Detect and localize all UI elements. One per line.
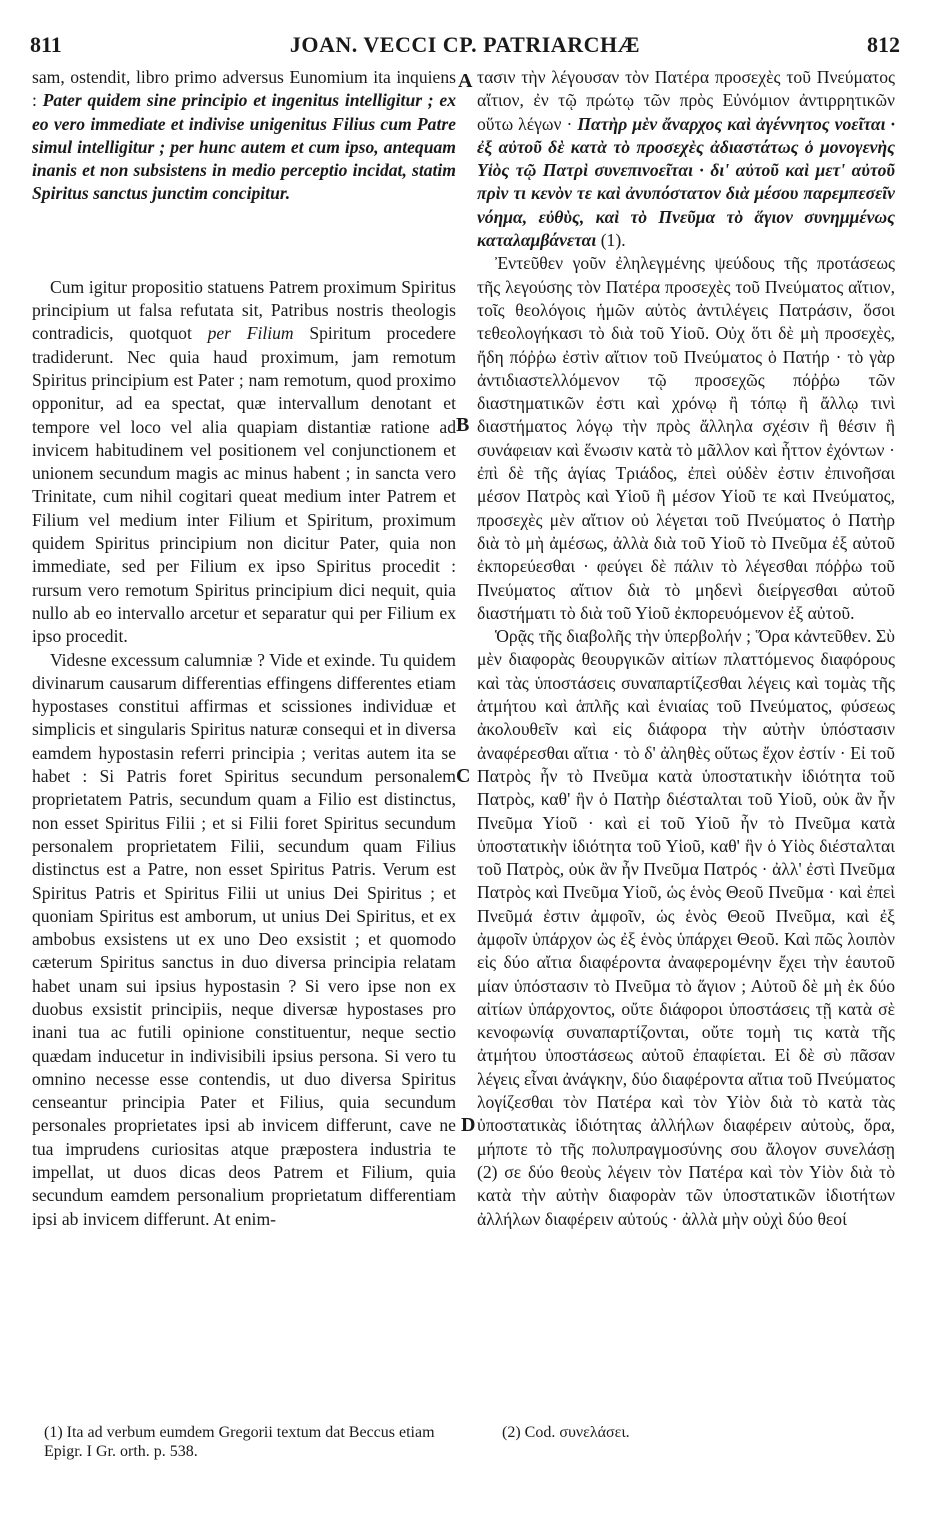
greek-p1-text: τασιν τὴν λέγουσαν τὸν Πατέρα προσεχὲς τοῦ Πνεύματος αἴτιον, ἐν τῷ πρώτῳ τῶν πρὸς Εὐνόμιον ἀντιρρητικῶν οὕτω λέγων · <box>477 67 895 134</box>
page-number-left: 811 <box>30 32 62 57</box>
latin-p1-quote: Pater quidem sine principio et ingenitus intelligitur ; ex eo vero immediate et indivise unigenitus Filius cum Patre simul intelligitur ; per hunc autem et cum ipso, antequam inanis et non subsistens in medio perceptio incidat, statim Spiritus sanctus junctim concipitur. <box>32 90 456 204</box>
margin-letter-a: A <box>458 70 473 92</box>
latin-paragraph-2 <box>32 276 456 649</box>
greek-p1-quote: Πατὴρ μὲν ἄναρχος καὶ ἀγέννητος νοεῖται · ἐξ αὐτοῦ δὲ κατὰ τὸ προσεχὲς ἀδιαστάτως ὁ μονογενὴς Υἱὸς τῷ Πατρὶ συνεπινοεῖται · δι' αὐτοῦ καὶ μετ' αὐτοῦ πρὶν τι κενὸν τε καὶ ἀνυπόστατον διὰ μέσου παρεμπεσεῖν νόημα, εὐθὺς, καὶ τὸ Πνεῦμα τὸ ἅγιον συνημμένως καταλαμβάνεται <box>477 113 895 251</box>
running-title: JOAN. VECCI CP. PATRIARCHÆ <box>289 32 641 57</box>
latin-p2-text-b: Spiritum procedere tradiderunt. Nec quia haud proximum, jam remotum Spiritus principium est Pater ; nam remotum, quod proximo opponitur, ad ea spectat, quæ intervallum denotant et tempore vel loco vel alia quapiam distantiæ ratione ad invicem habitudinem vel positionem vel conjunctionem et unionem secundum magis ac minus habent ; in sancta vero Trinitate, cum nihil cogitari queat medium inter Patrem et Filium vel medium inter Filium et Spiritum, proximum quidem Spiritus principium non dicitur Pater, quia non immediate, sed per Filium ex ipso Spiritus procedit : rursum vero remotum Spiritus principium dici nequit, quia nullo ab eo intervallo arcetur et separatur qui per Filium ex ipso procedit. <box>32 323 456 647</box>
greek-paragraph-3: Ὁρᾷς τῆς διαβολῆς τὴν ὑπερβολήν ; Ὅρα κἀντεῦθεν. Σὺ μὲν διαφορὰς θεουργικῶν αἰτίων πλαττόμενος διαφόρους καὶ τὰς ὑποστάσεις συναπαρτίζεσθαι λέγεις καὶ τομὰς τῆς ἀτμήτου καὶ ἁπλῆς καὶ ἑνιαίας τοῦ Πνεύματος, φύσεως ἀκολουθεῖν καὶ εἰς διάφορα τὴν αὐτὴν ὑπόστασιν ἀναφέρεσθαι αἴτια · τὸ δ' ἀληθὲς οὕτως ἔχον ἐστίν · Εἰ τοῦ Πατρὸς ἦν τὸ Πνεῦμα κατὰ ὑποστατικὴν ἰδιότητα τοῦ Πατρὸς, καθ' ἣν ὁ Πατὴρ διέσταλται τοῦ Υἱοῦ, οὐκ ἂν ἦν Πνεῦμα Υἱοῦ · καὶ εἰ τοῦ Υἱοῦ ἦν τὸ Πνεῦμα κατὰ ὑποστατικὴν ἰδιότητα τοῦ Υἱοῦ, καθ' ἣν ὁ Υἱὸς διέσταλται τοῦ Πατρὸς, οὐκ ἂν ἦν Πνεῦμα Πατρός · ἀλλ' ἐστὶ Πνεῦμα Πατρὸς καὶ Πνεῦμα Υἱοῦ, ὡς ἑνὸς Θεοῦ Πνεῦμα · καὶ ἐπεὶ Πνεῦμά ἐστιν ἀμφοῖν, ὡς ἑνὸς Θεοῦ Πνεῦμα, καὶ ἐξ ἀμφοῖν ὑπάρχον ὡς ἐξ ἑνὸς ὑπάρχει Θεοῦ. Καὶ πῶς λοιπὸν εἰς δύο αἴτια διαφέροντα ἀναφερομένην ἔχει τὴν ἑαυτοῦ μίαν ὑπόστασιν τὸ Πνεῦμα τὸ ἅγιον ; Αὐτοῦ δὲ μὴ ἐκ δύο αἰτίων ὑπάρχοντος, οὔτε διάφοροι ὑποστάσεις τῇ κατὰ σὲ κενοφωνίᾳ συναπαρτίζονται, οὔτε τομὴ τις κατὰ τῆς ἀτμήτου ὑποστάσεως αὐτοῦ ἐπαφίεται. Εἰ δὲ σὺ πᾶσαν λέγεις εἶναι ἀνάγκην, δύο διαφέροντα αἴτια τοῦ Πνεύματος λογίζεσθαι τὸν Πατέρα καὶ τὸν Υἱὸν διὰ τὸ κατὰ τὰς ὑποστατικὰς ἰδιότητας ἀλλήλων διαφέρειν αὐτοὺς, ὅρα, μήποτε τὸ τῆς πολυπραγμοσύνης σου ἄλογον συνελάσῃ (2) σε δύο θεοὺς λέγειν τὸν Πατέρα καὶ τὸν Υἱὸν διὰ τὸ κατὰ τὴν αὐτὴν διαφορὰν τῶν ὑποστατικῶν ἰδιοτήτων ἀλλήλων διαφέρειν αὐτούς · ἀλλὰ μὴν οὐχὶ δύο θεοί <box>477 626 895 1229</box>
greek-column <box>477 66 895 1401</box>
latin-p2-italic: per Filium <box>207 323 294 344</box>
latin-paragraph-1 <box>32 66 456 206</box>
latin-p2-text-a: Cum igitur propositio statuens Patrem proximum Spiritus principium ut falsa refutata sit, Patribus nostris theologis contradicis, quotquot <box>32 276 456 344</box>
footnote-right: (2) Cod. συνελάσει. <box>502 1424 630 1441</box>
margin-letter-d: D <box>461 1114 476 1136</box>
margin-letter-c: C <box>456 765 471 787</box>
latin-p1-text: sam, ostendit, libro primo adversus Eunomium ita inquiens : <box>32 67 456 111</box>
running-header <box>30 32 900 66</box>
margin-letter-b: B <box>456 414 470 436</box>
latin-column <box>32 66 456 1401</box>
page-number-right: 812 <box>867 32 900 57</box>
footnote-left: (1) Ita ad verbum eumdem Gregorii textum dat Beccus etiam Epigr. I Gr. orth. p. 538. <box>44 1424 435 1460</box>
latin-paragraph-3: Videsne excessum calumniæ ? Vide et exinde. Tu quidem divinarum causarum differentias effingens differentes etiam hypostases constitui affirmas et scissiones individuæ et simplicis et singularis Spiritus naturæ consequi et in diversa eamdem hypostasin referri principia ; veritas autem ita se habet : Si Patris foret Spiritus secundum personalem proprietatem Patris, secundum quam a Filio est distinctus, non esset Spiritus Filii ; et si Filii foret Spiritus secundum personalem proprietatem Filii, secundum quam Filius distinctus est a Patre, non esset Spiritus Patris. Verum est Spiritus Patris et Spiritus Filii ut unius Dei Spiritus ; et quoniam Spiritus est amborum, ut unius Dei Spiritus, et ex ambobus exsistens ut ex uno Deo exsistit ; et quomodo cæterum Spiritus sanctus in duo diversa principia relatam habet unam sui ipsius hypostasin ? Si vero ipse non ex duobus exsistit principiis, neque diversæ hypostases pro inani tua ac futili opinione constituentur, neque sectio quædam inducetur in indivisibili ipsius persona. Si vero tu omnino necesse esse contendis, ut duo diversa Spiritus censeantur principia Pater et Filius, quia secundum personales proprietates ipsi ab invicem differunt, cave ne tua imprudens curiositas atque præpostera industria te impellat, ut duos dicas deos Patrem et Filium, quia secundum eamdem personalium proprietatum differentiam ipsi ab invicem differunt. At enim- <box>32 649 456 1229</box>
greek-p1-note-ref: (1). <box>596 230 626 251</box>
greek-paragraph-2: Ἐντεῦθεν γοῦν ἐληλεγμένης ψεύδους τῆς προτάσεως τῆς λεγούσης τὸν Πατέρα προσεχὲς τοῦ Πνεύματος αἴτιον, τοῖς θεολόγοις ἡμῶν αὐτὸς ἀντιλέγεις Πατράσιν, ὅσοι τεθεολογήκασι τὸ διὰ τοῦ Υἱοῦ. Οὐχ ὅτι δὲ μὴ προσεχὲς, ἤδη πόῤῥω ἐστὶν αἴτιον τοῦ Πνεύματος ὁ Πατήρ · τὸ γὰρ ἀντιδιαστελλόμενον τῷ προσεχῶς πόῤῥω τῶν διαστηματικῶν ἐστι καὶ χρόνῳ ἢ τόπῳ ἢ ἄλλῳ τινὶ διαστήματος λόγῳ τὴν πρὸς ἄλληλα σχέσιν ἢ θέσιν ἢ συνάφειαν καὶ ἕνωσιν κατὰ τὸ μᾶλλον καὶ ἧττον ἐχόντων · ἐπὶ δὲ τῆς ἁγίας Τριάδος, ἐπεὶ οὐδὲν ἐστιν ἐπινοῆσαι μέσον Πατρὸς καὶ Υἱοῦ ἢ μέσον Υἱοῦ τε καὶ Πνεύματος, προσεχὲς μὲν αἴτιον οὐ λέγεται τοῦ Πνεύματος ὁ Πατὴρ διὰ τὸ μὴ ἀμέσως, ἀλλὰ διὰ τοῦ Υἱοῦ τὸ Πνεῦμα ἐξ αὐτοῦ ἐκπορεύεσθαι · φεύγει δὲ πάλιν τὸ λέγεσθαι πόῤῥω τοῦ Πνεύματος αἴτιον διὰ τὸ μηδενὶ διείργεσθαι αὐτοῦ διαστήματι τὸ διὰ τοῦ Υἱοῦ ἐκπορευόμενον ἐξ αὐτοῦ. <box>477 253 895 623</box>
greek-paragraph-1 <box>477 66 895 252</box>
column-gap <box>32 206 456 276</box>
